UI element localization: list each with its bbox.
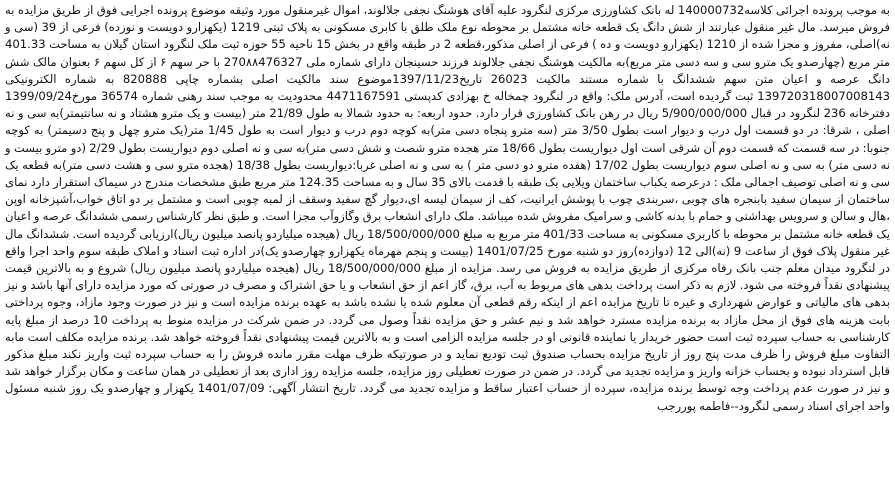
auction-notice-body: به موجب پرونده اجرائی کلاسه140000732 له بانک کشاورزی مرکزی لنگرود علیه آقای هوشنگ نجفی جلالوند، اموال غیرمنقول مورد وثیقه موضوع پرونده اجرایی فوق از طریق مزایده به فروش میرسد. مال غیر منقول عبارتند از شش دانگ یک قطعه خانه مشتمل بر محوطه نوع ملک طلق با کابری مسکونی به پلاک ثبتی 1219 (یکهزارو دویست و نوزده) فرعی از 39 (سی و نه)اصلی، مفروز و مجزا شده از 1210 (یکهزارو دویست و ده ) فرعی از اصلی مذکور،قطعه 2 در طبقه واقع در بخش 15 ناحیه 55 حوزه ثبت ملک لنگرود استان گیلان به مساحت 401.33 متر مربع (چهارصدو یک مترو سی و سه دسی متر مربع)به مالکیت هوشنگ نجفی جلالوند فرزند حسینجان دارای شماره ملی 270۸۸476327 با حر سهم ۶ از کل سهم ۶ بعنوان مالک شش دانگ عرصه و اعیان متن سهم ششدانگ با شماره مستند مالکیت 26023 تاریخ1397/11/23موضوع سند مالکیت اصلی بشماره چاپی 820888 به شماره الکترونیکی 139720318007008143 ثبت گردیده است، آدرس ملک: واقع در لنگرود چمخاله خ بهزادی کدپستی 4471167591 محدودیت به موجب سند رهنی شماره 36574 مورخ1399/09/24 دفترخانه 236 لنگرود در قبال 5/900/000/000 ریال در رهن بانک کشاورزی قرار دارد. حدود اربعه: به حدود شمالا به طول 21/89 متر (بیست و یک مترو هشتاد و نه سانتیمتر)به سی و نه اصلی ، شرقا: در دو قسمت اول درب و دیوار است بطول 3/50 متر (سه مترو پنجاه دسی متر)به کوچه دوم درب و دیوار است به طول 1/45 متر(یک مترو چهل و پنج دسیمتر) به کوچه جنوبا: در سه قسمت که قسمت دوم آن شرقی است اول دیواریست بطول 18/66 متر هجده مترو شصت و شش دسی متر)به سی و نه اصلی دوم دیواریست بطول 2/29 (دو مترو بیست و نه دسی متر) به سی و نه اصلی سوم دیواریست بطول 17/02 (هفده مترو دو دسی متر ) به سی و نه اصلی غربا:دیواریست بطول 18/38 (هجده مترو سی و هشت دسی متر)به قطعه یک سی و نه اصلی توصیف اجمالی ملک : درعرصه یکباب ساختمان ویلایی یک طبقه با قدمت بالای 35 سال و به مساحت 124.35 متر مربع طبق مشخصات مندرج در سیماک استقرار دارد نمای ساختمان از سیمان سفید بابنجره های چوبی ،سربندی چوب با پوشش ایرانیت، کف از سیمان لیسه ای،دیوار گچ سفید وسقف از لمبه چوبی است و مشتمل بر دو اتاق خواب،آشپزخانه اوپن ،هال و سالن و سرویس بهداشتی و حمام با بدنه کاشی و سرامیک مفروش شده میباشد. ملک دارای انشعاب برق وگازوآب مجزا است. و طبق نظر کارشناس رسمی ششدانگ عرصه و اعیان یک قطعه خانه مشتمل بر محوطه با کاربری مسکونی به مساحت 401/33 متر مربع به مبلغ 18/500/000/000 ریال (هیجده میلیاردو پانصد میلیون ریال)ارزیابی گردیده است. ششدانگ مال غیر منقول پلاک فوق از ساعت 9 (نه)الی 12 (دوازده)روز دو شنبه مورخ 1401/07/25 (بیست و پنجم مهرماه یکهزارو چهارصدو یک)در اداره ثبت اسناد و املاک طبقه سوم واحد اجرا واقع در لنگرود میدان معلم جنب بانک رفاه مرکزی از طریق مزایده به فروش می رسد. مزایده از مبلغ 18/500/000/000 ریال (هیجده میلیاردو پانصد میلیون ریال) شروع و به بالاترین قیمت پیشنهادی نقداً فروخته می شود. لازم به ذکر است پرداخت بدهی های مربوط به آب، برق، گاز اعم از حق انشعاب و یا حق اشتراک و مصرف در صورتی که مورد مزایده دارای آنها باشد و نیز بدهی های مالیاتی و عوارض شهرداری و غیره تا تاریخ مزایده اعم از اینکه رقم قطعی آن معلوم شده یا نشده باشد به عهده برنده مزایده است و نیز در صورت وجود مازاد، وجوه پرداختی بابت هزینه های فوق از محل مازاد به برنده مزایده مسترد خواهد شد و نیم عشر و حق مزایده نقداً وصول می گردد. در ضمن شرکت در مزایده منوط به پرداخت 10 درصد از مبلغ پایه کارشناسی به حساب سپرده ثبت است حضور خریدار یا نماینده قانونی او در جلسه مزایده الزامی است و به بالاترین قیمت پیشنهادی نقداً فروخته خواهد شد. برنده مزایده مکلف است مابه التفاوت مبلغ فروش را ظرف مدت پنج روز از تاریخ مزایده بحساب صندوق ثبت تودیع نماید و در صورتیکه ظرف مهلت مقرر مانده فروش را به حساب سپرده ثبت واریز نکند مبلغ مذکور قابل استرداد نبوده و بحساب خزانه واریز و مزایده تجدید می گردد. در ضمن در صورت تعطیلی روز مزایده، جلسه مزایده روز اداری بعد از تعطیلی در همان ساعت و مکان برگزار خواهد شد و نیز در صورت عدم پرداخت وجه توسط برنده مزایده، سپرده از حساب اعتبار ساقط و مزایده تجدید می گردد. تاریخ انتشار آگهی: 1401/07/09 یکهزار و چهارصدو یک روز شنبه مسئول واحد اجرای اسناد رسمی لنگرود--فاطمه پوررجب bbox=[5, 3, 891, 413]
